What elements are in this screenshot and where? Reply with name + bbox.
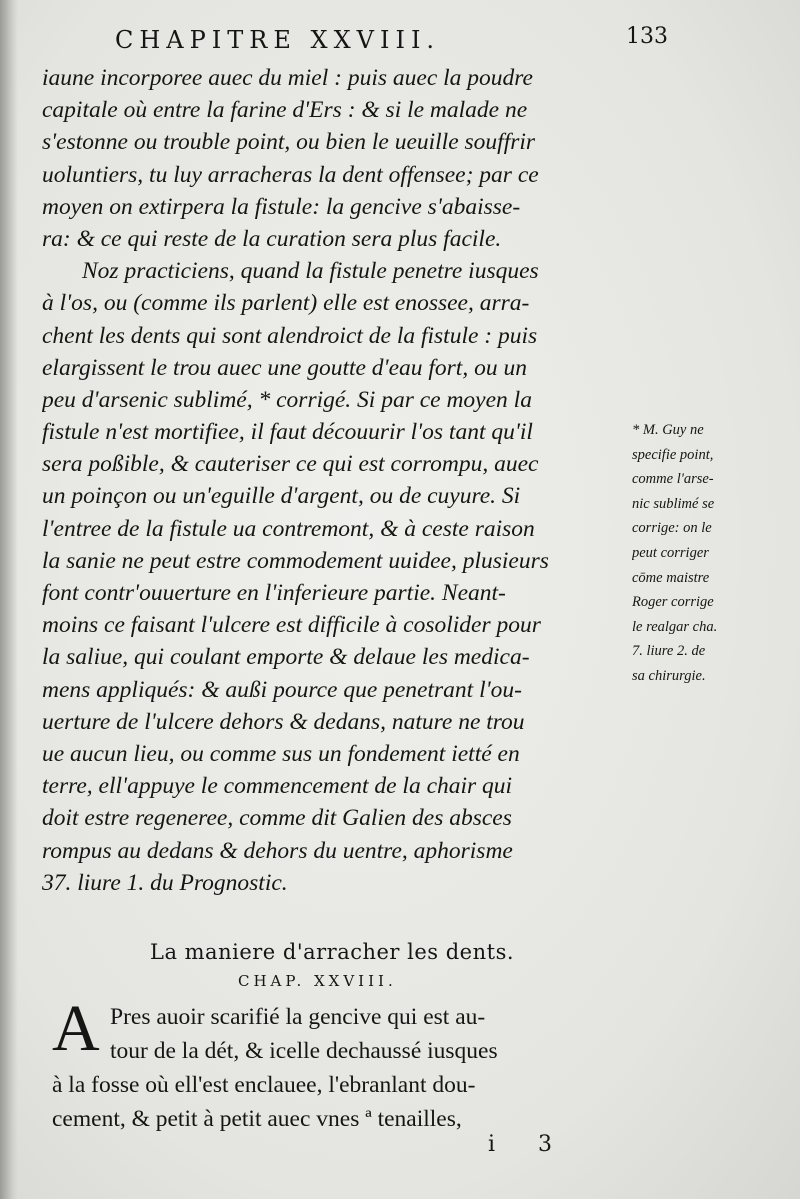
text-line: à la fosse où ell'est enclauee, l'ebranlant dou- [52,1072,476,1098]
text-line: s'estonne ou trouble point, ou bien le ueuille souffrir [42,129,536,156]
margin-note-line: comme l'arse- [632,471,714,488]
margin-note-line: sa chirurgie. [632,667,706,684]
margin-note [632,418,792,689]
text-line: uoluntiers, tu luy arracheras la dent offensee; par ce [42,161,539,188]
text-line: 37. liure 1. du Prognostic. [42,869,288,896]
text-line: rompus au dedans & dehors du uentre, aphorisme [42,837,513,864]
text-line: moyen on extirpera la fistule: la gencive s'abaisse- [42,193,521,220]
margin-note-line: 7. liure 2. de [632,643,706,660]
text-line: à l'os, ou (comme ils parlent) elle est enossee, arra- [42,290,530,317]
page-number: 133 [626,24,668,49]
text-line: la saliue, qui coulant emporte & delaue les medica- [42,644,530,671]
text-line: moins ce faisant l'ulcere est difficile à cosolider pour [42,612,541,639]
margin-note-line: * M. Guy ne [632,422,704,438]
text-line: iaune incorporee auec du miel : puis auec la poudre [42,65,533,91]
text-line: ue aucun lieu, ou comme sus un fondement ietté en [42,740,520,767]
section-title: La maniere d'arracher les dents. [150,940,515,964]
text-line: tour de la dét, & icelle dechaussé iusques [110,1038,498,1064]
signature-mark: i 3 [488,1132,571,1157]
margin-note-line: le realgar cha. [632,618,718,635]
text-line: capitale où entre la farine d'Ers : & si le malade ne [42,97,528,124]
text-line: terre, ell'appuye le commencement de la chair qui [42,773,513,800]
running-head: CHAPITRE XXVIII. [115,26,441,54]
margin-note-line: Roger corrige [632,594,714,611]
text-line: doit estre regeneree, comme dit Galien des absces [42,805,512,832]
margin-note-line: cōme maistre [632,569,710,586]
text-line: ra: & ce qui reste de la curation sera plus facile. [42,225,502,252]
text-line: sera poßible, & cauteriser ce qui est corrompu, auec [42,451,539,478]
text-line: fistule n'est mortifiee, il faut découurir l'os tant qu'il [42,419,533,446]
margin-note-line: specifie point, [632,446,714,463]
chapter-label: CHAP. XXVIII. [238,972,397,990]
text-line: un poinçon ou un'eguille d'argent, ou de cuyure. Si [42,483,521,510]
text-line: chent les dents qui sont alendroict de la fistule : puis [42,322,538,349]
text-line: font contr'ouuerture en l'inferieure partie. Neant- [42,580,506,606]
text-line: mens appliqués: & außi pource que penetrant l'ou- [42,676,522,703]
margin-note-line: nic sublimé se [632,495,715,512]
chapter-opening-text [52,1000,642,1136]
margin-note-line: corrige: on le [632,520,712,537]
text-line: l'entree de la fistule ua contremont, & à ceste raison [42,515,535,542]
text-line: cement, & petit à petit auec vnes ª tenailles, [52,1106,462,1132]
margin-note-line: peut corriger [632,544,709,561]
drop-cap: A [52,992,100,1065]
text-line: Noz practiciens, quand la fistule penetre iusques [82,258,539,285]
text-line: elargissent le trou auec une goutte d'eau fort, ou un [42,354,527,381]
page-spine-shadow [0,0,18,1199]
text-line: la sanie ne peut estre commodement uuidee, plusieurs [42,547,549,574]
text-line: uerture de l'ulcere dehors & dedans, nature ne trou [42,708,525,735]
text-line: peu d'arsenic sublimé, * corrigé. Si par ce moyen la [42,386,532,413]
body-text [42,62,622,899]
text-line: Pres auoir scarifié la gencive qui est au- [110,1004,486,1030]
